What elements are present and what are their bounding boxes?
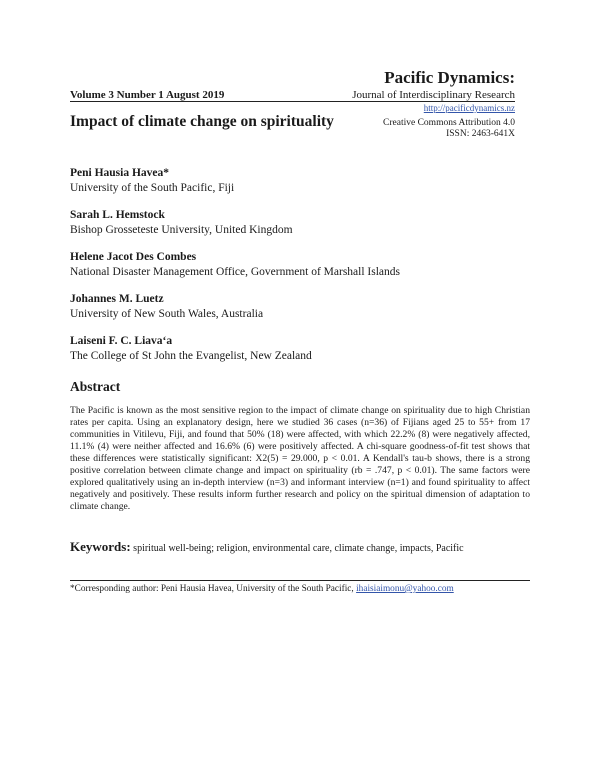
- footnote-rule: [70, 580, 530, 581]
- abstract-heading: Abstract: [70, 379, 121, 394]
- keywords-label: Keywords:: [70, 539, 131, 554]
- author-entry: [70, 250, 530, 280]
- keywords-line: [70, 539, 530, 555]
- keywords-text: spiritual well-being; religion, environmental care, climate change, impacts, Pacific: [130, 543, 464, 554]
- abstract-text: The Pacific is known as the most sensitive region to the impact of climate change on spirituality due to high Christian rates per capita. Using an explanatory design, here we studied 36 cases (n=36) of Fijians aged 25 to 55+ from 17 communities in Vitilevu, Fiji, and found that 50% (18) were affected, with which 22.2% (8) were negatively affected, 11.1% (4) were neither affected and 16.6% (6) were positively affected. A chi-square goodness-of-fit test shows that these differences were statistically significant: X2(5) = 29.000, p < 0.01. A Kendall's tau-b shows, there is a strong positive correlation between climate change and impact on spirituality (rb = .747, p < 0.01). The same factors were explored qualitatively using an in-depth interview (n=3) and informant interview (n=1) and found spirituality to affect negatively and positively. These results inform further research and policy on the spiritual dimension of adaptation to climate change.: [70, 405, 530, 512]
- volume-line: Volume 3 Number 1 August 2019: [70, 89, 225, 101]
- author-entry: [70, 166, 530, 196]
- license-text: Creative Commons Attribution 4.0: [383, 118, 515, 128]
- author-affiliation: University of New South Wales, Australia: [70, 308, 264, 320]
- journal-name: Pacific Dynamics:: [384, 68, 515, 87]
- journal-url-link[interactable]: http://pacificdynamics.nz: [423, 103, 515, 113]
- footnote-text: *Corresponding author: Peni Hausia Havea, University of the South Pacific,: [70, 584, 357, 594]
- author-affiliation: National Disaster Management Office, Government of Marshall Islands: [70, 266, 400, 278]
- author-affiliation: University of the South Pacific, Fiji: [70, 182, 235, 194]
- author-affiliation: The College of St John the Evangelist, New Zealand: [70, 350, 312, 362]
- author-list: [70, 166, 530, 376]
- author-name: Sarah L. Hemstock: [70, 209, 165, 221]
- author-entry: [70, 208, 530, 238]
- author-entry: [70, 334, 530, 364]
- author-name: Helene Jacot Des Combes: [70, 251, 197, 263]
- header-rule: [70, 101, 515, 102]
- author-affiliation: Bishop Grosseteste University, United Kingdom: [70, 224, 293, 236]
- journal-subtitle: Journal of Interdisciplinary Research: [352, 89, 515, 101]
- paper-title: Impact of climate change on spirituality: [70, 113, 334, 130]
- author-name: Johannes M. Luetz: [70, 293, 164, 305]
- author-email-link[interactable]: ihaisiaimonu@yahoo.com: [356, 584, 454, 594]
- author-entry: [70, 292, 530, 322]
- author-name: Peni Hausia Havea*: [70, 167, 170, 179]
- author-name: Laiseni F. C. Liava‘a: [70, 335, 173, 347]
- issn-text: ISSN: 2463-641X: [446, 129, 515, 139]
- license-block: [383, 118, 515, 140]
- footnote: [70, 584, 530, 594]
